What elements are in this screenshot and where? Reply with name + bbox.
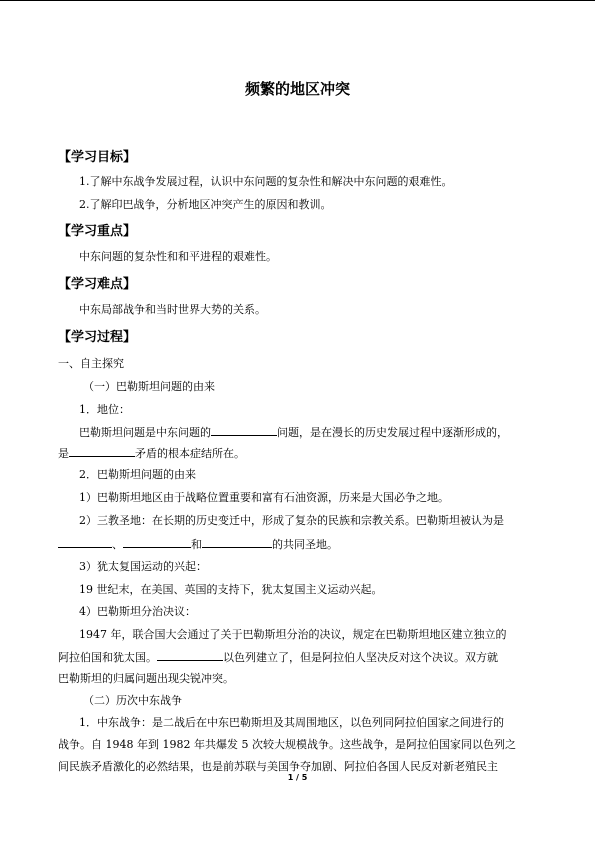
item-2-point-3-text: 19 世纪末，在美国、英国的支持下，犹太复国主义运动兴起。	[79, 583, 383, 596]
heading-goals: 【学习目标】	[58, 150, 137, 165]
paragraph-wars-line-1: 1．中东战争：是二战后在中东巴勒斯坦及其周围地区，以色列同阿拉伯国家之间进行的	[79, 716, 504, 729]
paragraph-wars-line-2: 战争。自 1948 年到 1982 年共爆发 5 次较大规模战争。这些战争，是阿拉伯国家同以色列之	[58, 738, 516, 751]
fill-in-blank[interactable]	[58, 537, 112, 548]
page-title: 频繁的地区冲突	[244, 80, 350, 98]
paragraph-partition-line-2	[58, 650, 498, 665]
paragraph-1-line-2	[58, 446, 245, 461]
text-segment: 巴勒斯坦问题是中东问题的	[79, 426, 211, 439]
paragraph-partition-line-3: 巴勒斯坦的归属问题出现尖锐冲突。	[58, 672, 234, 685]
heading-key-points: 【学习重点】	[58, 224, 137, 239]
subsection-1-heading: （一）巴勒斯坦问题的由来	[83, 380, 215, 393]
part-1-heading: 一、自主探究	[58, 357, 124, 370]
text-segment: 阿拉伯国和犹太国。	[58, 651, 157, 664]
text-segment: 矛盾的根本症结所在。	[135, 447, 245, 460]
item-2-point-2: 2）三教圣地：在长期的历史变迁中，形成了复杂的民族和宗教关系。巴勒斯坦被认为是	[79, 514, 504, 527]
top-rule	[0, 0, 595, 1]
item-2-point-2-blanks	[58, 537, 338, 552]
fill-in-blank[interactable]	[123, 537, 191, 548]
fill-in-blank[interactable]	[211, 425, 277, 436]
text-segment: 问题，是在漫长的历史发展过程中逐渐形成的，	[277, 426, 508, 439]
text-segment: 和	[191, 538, 202, 551]
item-2-point-3: 3）犹太复国运动的兴起：	[79, 560, 207, 573]
fill-in-blank[interactable]	[69, 446, 135, 457]
fill-in-blank[interactable]	[157, 650, 223, 661]
subsection-2-heading: （二）历次中东战争	[83, 694, 182, 707]
text-segment: 是	[58, 447, 69, 460]
paragraph-partition-line-1: 1947 年，联合国大会通过了关于巴勒斯坦分治的决议，规定在巴勒斯坦地区建立独立的	[79, 628, 507, 641]
difficulties-text: 中东局部战争和当时世界大势的关系。	[79, 303, 266, 316]
item-2-point-1: 1）巴勒斯坦地区由于战略位置重要和富有石油资源，历来是大国必争之地。	[79, 491, 449, 504]
paragraph-wars-line-3: 间民族矛盾激化的必然结果，也是前苏联与美国争夺加剧、阿拉伯各国人民反对新老殖民主	[58, 760, 498, 773]
key-points-text: 中东问题的复杂性和和平进程的艰难性。	[79, 250, 277, 263]
fill-in-blank[interactable]	[202, 537, 272, 548]
goal-item-2: 2.了解印巴战争，分析地区冲突产生的原因和教训。	[79, 198, 332, 211]
heading-difficulties: 【学习难点】	[58, 277, 137, 292]
item-1-heading: 1．地位：	[79, 403, 130, 416]
text-segment: 的共同圣地。	[272, 538, 338, 551]
item-2-point-4: 4）巴勒斯坦分治决议：	[79, 605, 196, 618]
heading-process: 【学习过程】	[58, 330, 137, 345]
paragraph-1-line-1	[79, 425, 508, 440]
item-2-heading: 2．巴勒斯坦问题的由来	[79, 468, 196, 481]
page-number: 1 / 5	[287, 773, 308, 782]
goal-item-1: 1.了解中东战争发展过程，认识中东问题的复杂性和解决中东问题的艰难性。	[79, 175, 453, 188]
text-segment: 以色列建立了，但是阿拉伯人坚决反对这个决议。双方就	[223, 651, 498, 664]
text-segment: 、	[112, 538, 123, 551]
